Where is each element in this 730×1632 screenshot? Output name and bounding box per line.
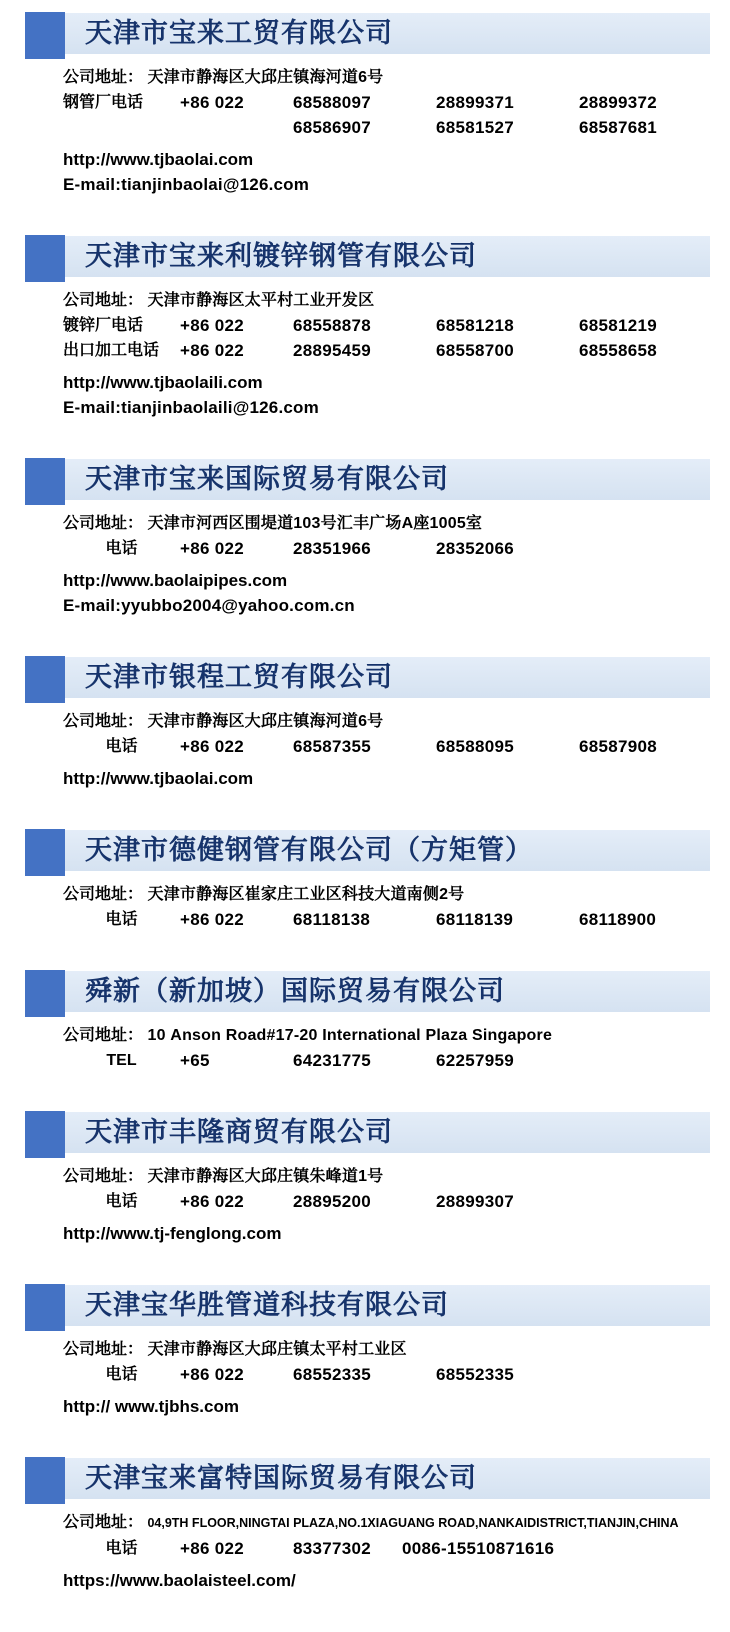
company-body	[0, 871, 730, 932]
phone-label: 电话	[105, 1193, 138, 1210]
phone-number: 68558658	[579, 341, 658, 360]
phone-row	[63, 90, 730, 115]
address-row	[63, 882, 730, 907]
phone-number: 68581219	[579, 316, 658, 335]
phone-label: 电话	[105, 911, 138, 928]
company-email[interactable]: E-mail:tianjinbaolai@126.com	[63, 175, 310, 194]
company-body	[0, 1153, 730, 1246]
company-body	[0, 500, 730, 618]
phone-row	[63, 1048, 730, 1073]
company-section	[0, 657, 730, 791]
phone-number: 28351966	[293, 539, 372, 558]
phone-row	[63, 338, 730, 363]
phone-country-prefix: +86 022	[180, 1192, 245, 1211]
company-email[interactable]: E-mail:tianjinbaolaili@126.com	[63, 398, 319, 417]
company-header	[25, 459, 710, 500]
phone-row	[63, 1362, 730, 1387]
address-row	[63, 1164, 730, 1189]
address-label: 公司地址：	[63, 1027, 144, 1044]
company-address: 天津市静海区大邱庄镇太平村工业区	[147, 1341, 407, 1358]
phone-label: 电话	[105, 540, 138, 557]
phone-country-prefix: +86 022	[180, 1539, 245, 1558]
company-header	[25, 13, 710, 54]
phone-row	[63, 536, 730, 561]
company-website-link[interactable]: http://www.tjbaolai.com	[63, 150, 254, 169]
company-header	[25, 657, 710, 698]
company-header	[25, 1285, 710, 1326]
website-row	[63, 1394, 730, 1419]
company-header	[25, 830, 710, 871]
company-header	[25, 1112, 710, 1153]
phone-number: 28899307	[436, 1192, 515, 1211]
phone-number: 68552335	[293, 1365, 372, 1384]
company-address: 10 Anson Road#17-20 International Plaza Singapore	[147, 1027, 553, 1044]
address-label: 公司地址：	[63, 1341, 144, 1358]
phone-label: 电话	[105, 738, 138, 755]
address-row	[63, 1023, 730, 1048]
header-accent-square	[25, 829, 65, 876]
company-name: 天津宝华胜管道科技有限公司	[85, 1290, 449, 1320]
phone-rows	[63, 907, 730, 932]
phone-number: 68587681	[579, 118, 658, 137]
address-row	[63, 288, 730, 313]
company-name: 天津市宝来利镀锌钢管有限公司	[85, 241, 477, 271]
phone-label: 镀锌厂电话	[63, 317, 144, 334]
phone-number: 68581527	[436, 118, 515, 137]
company-body	[0, 54, 730, 197]
phone-number: 68118138	[293, 910, 371, 929]
phone-country-prefix: +86 022	[180, 316, 245, 335]
address-label: 公司地址：	[63, 292, 144, 309]
phone-number: 68588097	[293, 93, 372, 112]
phone-number: 28899372	[579, 93, 658, 112]
address-label: 公司地址：	[63, 1514, 144, 1531]
website-row	[63, 1568, 730, 1593]
address-row	[63, 709, 730, 734]
phone-number: 28895200	[293, 1192, 372, 1211]
phone-rows	[63, 536, 730, 561]
phone-rows	[63, 1536, 730, 1561]
company-body	[0, 1012, 730, 1073]
address-row	[63, 511, 730, 536]
phone-row	[63, 313, 730, 338]
company-address: 天津市静海区崔家庄工业区科技大道南侧2号	[147, 886, 465, 903]
phone-rows	[63, 1048, 730, 1073]
phone-label	[63, 115, 180, 140]
phone-number: 28352066	[436, 539, 515, 558]
company-address: 天津市静海区大邱庄镇海河道6号	[147, 69, 384, 86]
company-section	[0, 236, 730, 420]
phone-number: 68588095	[436, 737, 515, 756]
phone-number: 83377302	[293, 1539, 372, 1558]
company-website-link[interactable]: http://www.tjbaolai.com	[63, 769, 254, 788]
phone-number: 68118139	[436, 910, 514, 929]
phone-number: 62257959	[436, 1051, 515, 1070]
phone-number: 68581218	[436, 316, 515, 335]
company-website-link[interactable]: http://www.tjbaolaili.com	[63, 373, 263, 392]
company-website-link[interactable]: http://www.tj-fenglong.com	[63, 1224, 282, 1243]
phone-label: 电话	[105, 1540, 138, 1557]
header-accent-square	[25, 1111, 65, 1158]
company-name: 天津市宝来工贸有限公司	[85, 18, 393, 48]
phone-number: 68558700	[436, 341, 515, 360]
phone-rows	[63, 313, 730, 363]
phone-country-prefix: +65	[180, 1051, 210, 1070]
phone-country-prefix: +86 022	[180, 737, 245, 756]
company-list	[0, 13, 730, 1593]
phone-row	[63, 115, 730, 140]
company-name: 天津市宝来国际贸易有限公司	[85, 464, 449, 494]
company-name: 天津市银程工贸有限公司	[85, 662, 393, 692]
address-row	[63, 1510, 730, 1536]
phone-country-prefix: +86 022	[180, 1365, 245, 1384]
website-row	[63, 766, 730, 791]
company-section	[0, 1112, 730, 1246]
phone-label: 出口加工电话	[63, 342, 160, 359]
company-section	[0, 1458, 730, 1593]
phone-country-prefix: +86 022	[180, 910, 245, 929]
website-row	[63, 1221, 730, 1246]
phone-country-prefix: +86 022	[180, 341, 245, 360]
company-section	[0, 1285, 730, 1419]
address-row	[63, 65, 730, 90]
company-header	[25, 236, 710, 277]
phone-row	[63, 1536, 730, 1561]
phone-row	[63, 734, 730, 759]
address-label: 公司地址：	[63, 886, 144, 903]
phone-country-prefix: +86 022	[180, 539, 245, 558]
header-accent-square	[25, 656, 65, 703]
company-name: 天津宝来富特国际贸易有限公司	[85, 1463, 477, 1493]
phone-rows	[63, 1362, 730, 1387]
address-label: 公司地址：	[63, 1168, 144, 1185]
phone-rows	[63, 1189, 730, 1214]
phone-rows	[63, 734, 730, 759]
address-label: 公司地址：	[63, 515, 144, 532]
header-accent-square	[25, 458, 65, 505]
phone-label: TEL	[106, 1052, 137, 1069]
address-label: 公司地址：	[63, 69, 144, 86]
header-accent-square	[25, 1457, 65, 1504]
phone-number: 68558878	[293, 316, 372, 335]
website-row	[63, 568, 730, 593]
header-accent-square	[25, 970, 65, 1017]
company-body	[0, 698, 730, 791]
company-section	[0, 459, 730, 618]
phone-rows	[63, 90, 730, 140]
phone-label: 钢管厂电话	[63, 94, 144, 111]
company-header	[25, 971, 710, 1012]
phone-number: 28895459	[293, 341, 372, 360]
address-row	[63, 1337, 730, 1362]
phone-number: 68586907	[293, 118, 372, 137]
phone-row	[63, 1189, 730, 1214]
company-email[interactable]: E-mail:yyubbo2004@yahoo.com.cn	[63, 596, 355, 615]
company-body	[0, 1499, 730, 1593]
company-address: 天津市河西区围堤道103号汇丰广场A座1005室	[147, 515, 483, 532]
website-row	[63, 370, 730, 395]
company-name: 天津市丰隆商贸有限公司	[85, 1117, 393, 1147]
company-body	[0, 277, 730, 420]
company-name: 天津市德健钢管有限公司（方矩管）	[85, 835, 533, 865]
phone-number: 0086-15510871616	[402, 1539, 555, 1558]
phone-number: 68118900	[579, 910, 657, 929]
header-accent-square	[25, 1284, 65, 1331]
company-section	[0, 971, 730, 1073]
header-accent-square	[25, 12, 65, 59]
company-address: 04,9TH FLOOR,NINGTAI PLAZA,NO.1XIAGUANG ROAD,NANKAIDISTRICT,TIANJIN,CHINA	[147, 1516, 679, 1530]
company-address: 天津市静海区太平村工业开发区	[147, 292, 375, 309]
company-name: 舜新（新加坡）国际贸易有限公司	[85, 976, 505, 1006]
phone-country-prefix	[180, 115, 293, 140]
phone-number: 68552335	[436, 1365, 515, 1384]
phone-country-prefix: +86 022	[180, 93, 245, 112]
header-accent-square	[25, 235, 65, 282]
phone-number: 64231775	[293, 1051, 372, 1070]
company-website-link[interactable]: https://www.baolaisteel.com/	[63, 1571, 296, 1590]
phone-label: 电话	[105, 1366, 138, 1383]
phone-row	[63, 907, 730, 932]
company-address: 天津市静海区大邱庄镇海河道6号	[147, 713, 384, 730]
phone-number: 68587908	[579, 737, 658, 756]
company-body	[0, 1326, 730, 1419]
company-website-link[interactable]: http://www.baolaipipes.com	[63, 571, 288, 590]
company-header	[25, 1458, 710, 1499]
website-row	[63, 147, 730, 172]
company-section	[0, 13, 730, 197]
company-website-link[interactable]: http:// www.tjbhs.com	[63, 1397, 239, 1416]
address-label: 公司地址：	[63, 713, 144, 730]
company-section	[0, 830, 730, 932]
company-address: 天津市静海区大邱庄镇朱峰道1号	[147, 1168, 384, 1185]
phone-number: 28899371	[436, 93, 515, 112]
phone-number: 68587355	[293, 737, 372, 756]
